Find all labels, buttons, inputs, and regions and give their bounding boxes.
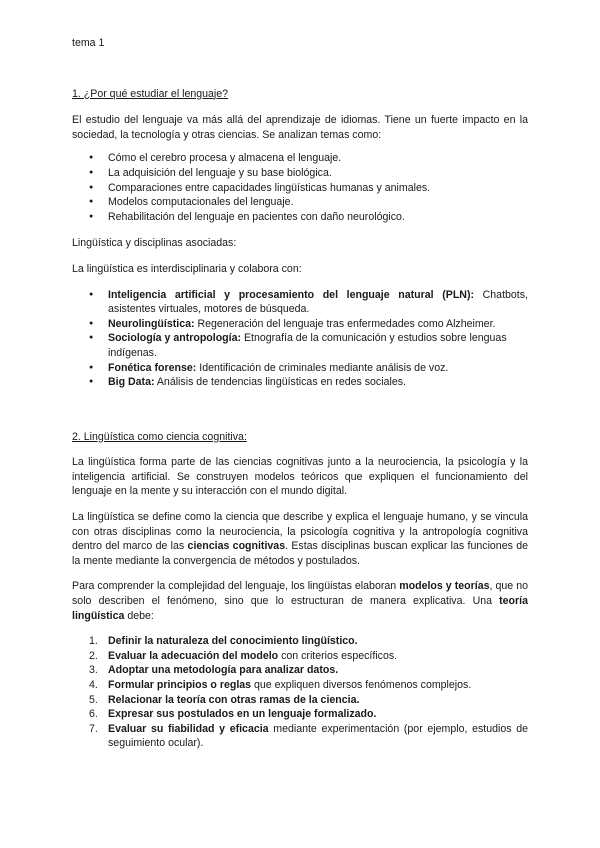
topics-list	[72, 151, 528, 224]
discipline-term: Inteligencia artificial y procesamiento del lenguaje natural (PLN):	[108, 288, 474, 301]
section-2-title: 2. Lingüística como ciencia cognitiva:	[72, 430, 247, 443]
para-text: Para comprender la complejidad del lenguaje, los lingüistas elaboran	[72, 580, 400, 593]
item-bold: Adoptar una metodología para analizar datos.	[108, 664, 339, 677]
item-number: 4.	[89, 679, 98, 691]
item-rest: con criterios específicos.	[278, 649, 398, 662]
list-item: ● Modelos computacionales del lenguaje.	[72, 195, 528, 210]
discipline-term: Neurolingüística:	[108, 317, 195, 330]
item-number: 2.	[89, 649, 98, 662]
item-number: 6.	[89, 708, 98, 721]
list-item	[72, 678, 528, 693]
item-number: 1.	[89, 635, 98, 648]
discipline-term: Big Data:	[108, 376, 155, 389]
list-item: ● Cómo el cerebro procesa y almacena el lenguaje.	[72, 151, 528, 166]
para-bold: teoría lingüística	[72, 595, 528, 622]
list-item	[72, 663, 528, 678]
list-item	[72, 375, 528, 390]
item-bold: Definir la naturaleza del conocimiento lingüístico.	[108, 635, 358, 648]
list-item	[72, 649, 528, 664]
para-text: debe:	[124, 609, 154, 622]
collab-intro: La lingüística es interdisciplinaria y colabora con:	[72, 262, 302, 275]
list-item	[72, 288, 528, 317]
document-header: tema 1	[72, 37, 105, 49]
item-number: 5.	[89, 693, 98, 706]
disciplines-list	[72, 288, 528, 390]
section-1-intro: El estudio del lenguaje va más allá del aprendizaje de idiomas. Tiene un fuerte impacto en la sociedad, la tecnología y otras ciencias. Se analizan temas como:	[72, 114, 528, 141]
para-text: La lingüística se define como la ciencia que describe y explica el lenguaje humano, y se vincula con otras disciplinas como la neurociencia, la psicología cognitiva y la antropología cognitiva dentro del marco de las	[72, 511, 528, 553]
list-item: ● Rehabilitación del lenguaje en pacientes con daño neurológico.	[72, 210, 528, 225]
item-bold: Formular principios o reglas	[108, 679, 252, 691]
discipline-desc: Regeneración del lenguaje tras enfermedades como Alzheimer.	[194, 317, 496, 330]
discipline-term: Fonética forense:	[108, 361, 197, 374]
item-bold: Expresar sus postulados en un lenguaje formalizado.	[108, 708, 377, 721]
discipline-desc: Identificación de criminales mediante análisis de voz.	[196, 361, 449, 374]
list-item	[72, 317, 528, 332]
para-text: . Estas disciplinas buscan explicar las funciones de la mente mediante la convergencia de métodos y postulados.	[72, 540, 528, 567]
list-item	[72, 722, 528, 751]
item-rest: mediante experimentación (por ejemplo, estudios de seguimiento ocular).	[108, 722, 529, 750]
item-bold: Evaluar la adecuación del modelo	[108, 649, 279, 662]
subheading-disciplines: Lingüística y disciplinas asociadas:	[72, 237, 237, 250]
item-number: 3.	[89, 664, 98, 677]
item-bold: Relacionar la teoría con otras ramas de la ciencia.	[108, 693, 360, 706]
item-rest: que expliquen diversos fenómenos complejos.	[251, 679, 472, 691]
list-item: ● La adquisición del lenguaje y su base biológica.	[72, 166, 528, 181]
para-bold: modelos y teorías	[399, 580, 490, 593]
item-bold: Evaluar su fiabilidad y eficacia	[108, 722, 269, 735]
discipline-desc: Etnografía de la comunicación y estudios sobre lenguas indígenas.	[108, 332, 507, 359]
list-item	[72, 707, 528, 722]
list-item: ● Comparaciones entre capacidades lingüísticas humanas y animales.	[72, 181, 528, 196]
section-2-para-1: La lingüística forma parte de las ciencias cognitivas junto a la neurociencia, la psicología y la inteligencia artificial. Se construyen modelos teóricos que expliquen el funcionamiento del lenguaje en la mente y su interacción con el mundo digital.	[72, 456, 528, 498]
section-1-title: 1. ¿Por qué estudiar el lenguaje?	[72, 87, 229, 100]
list-item	[72, 361, 528, 376]
section-2-para-2	[72, 510, 528, 568]
list-item	[72, 331, 528, 360]
item-number: 7.	[89, 722, 98, 735]
section-2-para-3	[72, 579, 528, 623]
list-item	[72, 634, 528, 649]
discipline-desc: Análisis de tendencias lingüísticas en redes sociales.	[154, 376, 406, 389]
document-page	[72, 36, 528, 751]
requirements-list	[72, 634, 528, 751]
discipline-term: Sociología y antropología:	[108, 332, 242, 345]
para-bold: ciencias cognitivas	[187, 540, 286, 553]
discipline-desc: Chatbots, asistentes virtuales, motores de búsqueda.	[108, 288, 528, 316]
para-text: , que no solo describen el fenómeno, sino que lo estructuran de manera explicativa. Una	[72, 580, 529, 608]
list-item	[72, 693, 528, 708]
